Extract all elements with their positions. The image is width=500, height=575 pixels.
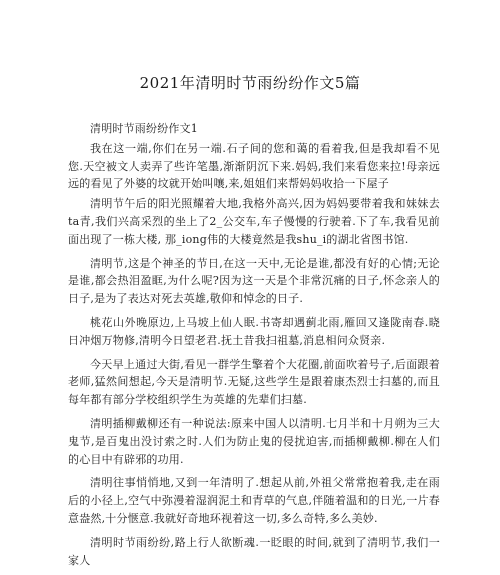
paragraph: 清明时节雨纷纷,路上行人欲断魂.一眨眼的时间,就到了清明节,我们一家人 (68, 535, 440, 567)
section-heading: 清明时节雨纷纷作文1 (90, 122, 198, 135)
document-body (68, 120, 440, 575)
paragraph: 今天早上通过大街,看见一群学生擎着个大花圈,前面吹着号子,后面跟着老师,猛然间想起,今天是清明节.无疑,这些学生是跟着康杰烈士扫墓的,而且每年都有部分学校组织学生为英雄的先辈们扫墓. (68, 357, 440, 407)
paragraph: 桃花山外晚原边,上马坡上仙人眠.书寄却遇蓟北雨,雁回又逢陇南春.晓日冲烟万物修,清明今日望老君.抚土昔我扫祖墓,消息相问众贤亲. (68, 315, 440, 347)
paragraph: 清明节午后的阳光照耀着大地,我格外高兴,因为妈妈要带着我和妹妹去ta青,我们兴高采烈的坐上了2_公交车,车子慢慢的行驶着.下了车,我看见前面出现了一栋大楼, 那_iong伟的大楼竟然是我shu_i的湖北省图书馆. (68, 197, 440, 246)
paragraph: 清明节,这是个神圣的节日,在这一天中,无论是谁,都没有好的心情;无论是谁,都会热泪盈眶,为什么呢?因为这一天是个非常沉痛的日子,怀念亲人的日子,是为了表达对死去英雄,敬仰和悼念的日子. (68, 256, 440, 306)
paragraph: 清明往事悄悄地,又到一年清明了.想起从前,外祖父常常抱着我,走在雨后的小径上,空气中弥漫着湿润泥土和青草的气息,伴随着温和的日光,一片春意盎然,十分惬意.我就好奇地环视着这一切,多么奇特,多么美妙. (68, 476, 440, 525)
paragraph: 清明插柳戴柳还有一种说法:原来中国人以清明.七月半和十月朔为三大鬼节,是百鬼出没讨索之时.人们为防止鬼的侵扰迫害,而插柳戴柳.柳在人们的心目中有辟邪的功用. (68, 416, 440, 466)
paragraph: 我在这一端,你们在另一端.石子间的您和蔼的看着我,但是我却看不见您.天空被文人卖弄了些许笔墨,渐渐阴沉下来.妈妈,我们来看您来拉!母亲远远的看见了外婆的坟就开始叫嚷,来,姐姐们来帮妈妈收拾一下屋子 (68, 141, 440, 191)
document-title: 2021年清明时节雨纷纷作文5篇 (139, 74, 361, 92)
